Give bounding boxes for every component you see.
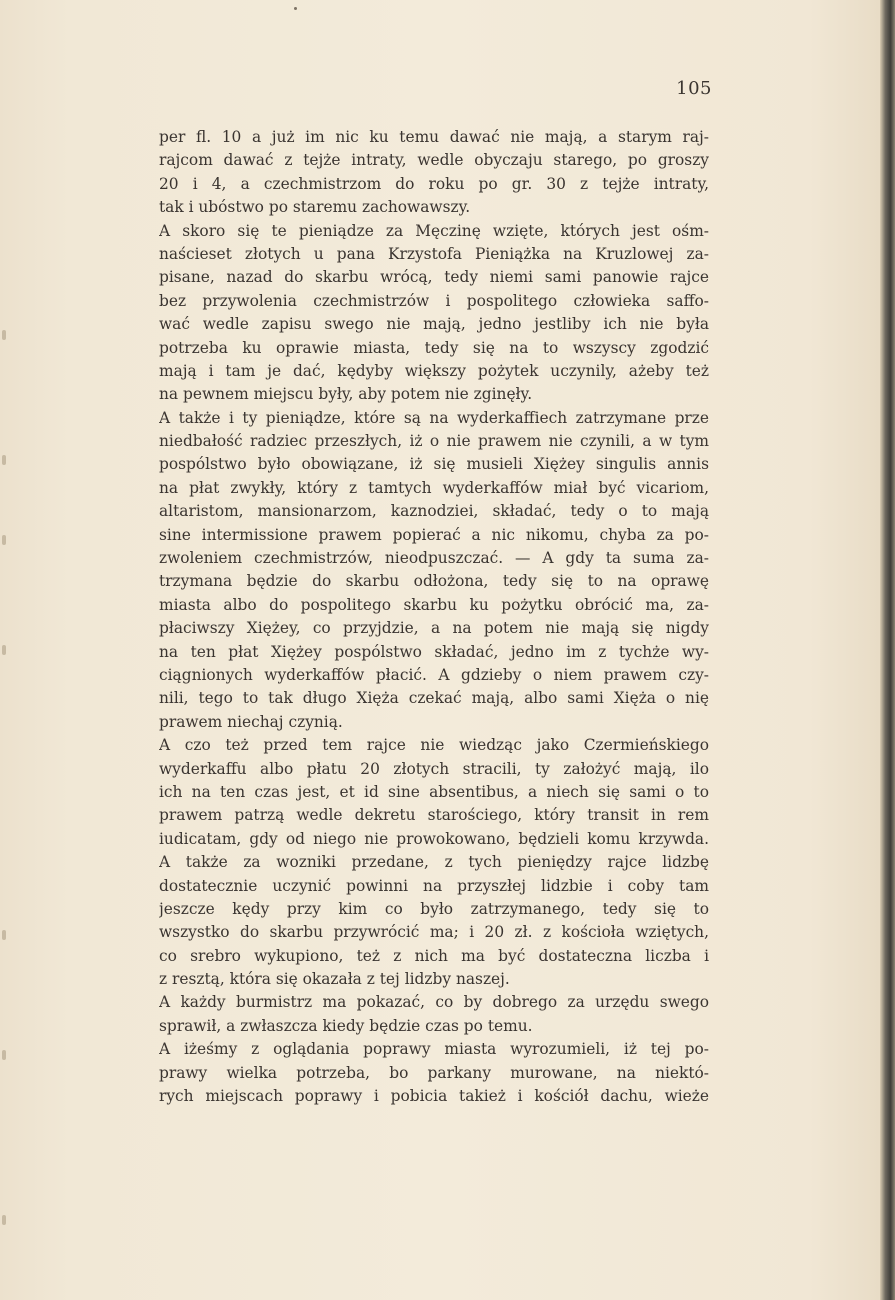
text-line: wszystko do skarbu przywrócić ma; i 20 zł. z kościoła wziętych, — [159, 923, 709, 942]
text-line: 20 i 4, a czechmistrzom do roku po gr. 30 z tejże intraty, — [159, 174, 709, 193]
body-text — [159, 126, 709, 1108]
text-line: ich na ten czas jest, et id sine absentibus, a niech się sami o to — [159, 782, 709, 801]
text-line: potrzeba ku oprawie miasta, tedy się na to wszyscy zgodzić — [159, 338, 709, 357]
text-line: naścieset złotych u pana Krzystofa Pieniążka na Kruzlowej za- — [159, 244, 709, 263]
text-line: nili, tego to tak długo Xięża czekać mają, albo sami Xięża o nię — [159, 689, 709, 708]
text-line: A każdy burmistrz ma pokazać, co by dobrego za urzędu swego — [159, 993, 709, 1012]
text-line: prawem niechaj czynią. — [159, 712, 343, 731]
text-line: wyderkaffu albo płatu 20 złotych stracili, ty założyć mają, ilo — [159, 759, 709, 778]
text-line: rych miejscach poprawy i pobicia takież i kościół dachu, wieże — [159, 1087, 709, 1106]
binding-edge-marks — [0, 0, 10, 1300]
text-line: ciągnionych wyderkaffów płacić. A gdzieby o niem prawem czy- — [159, 665, 709, 684]
text-line: wać wedle zapisu swego nie mają, jedno jestliby ich nie była — [159, 315, 709, 334]
text-line: bez przywolenia czechmistrzów i pospolitego człowieka saffo- — [159, 291, 709, 310]
text-line: rajcom dawać z tejże intraty, wedle obyczaju starego, po groszy — [159, 151, 709, 170]
paper-speck — [294, 7, 297, 10]
text-line: iudicatam, gdy od niego nie prowokowano, będzieli komu krzywda. — [159, 829, 709, 848]
text-line: na ten płat Xiężey pospólstwo składać, jedno im z tychże wy- — [159, 642, 709, 661]
page-number: 105 — [676, 78, 712, 99]
text-line: A także za wozniki przedane, z tych pieniędzy rajce lidzbę — [159, 853, 709, 872]
text-line: trzymana będzie do skarbu odłożona, tedy się to na oprawę — [159, 572, 709, 591]
text-line: mają i tam je dać, kędyby większy pożytek uczynily, ażeby też — [159, 361, 709, 380]
text-line: prawem patrzą wedle dekretu starościego, który transit in rem — [159, 806, 709, 825]
text-line: pisane, nazad do skarbu wrócą, tedy niemi sami panowie rajce — [159, 268, 709, 287]
text-line: altaristom, mansionarzom, kaznodziei, składać, tedy o to mają — [159, 502, 709, 521]
text-line: pospólstwo było obowiązane, iż się musieli Xiężey singulis annis — [159, 455, 709, 474]
text-line: sprawił, a zwłaszcza kiedy będzie czas po temu. — [159, 1016, 533, 1035]
text-line: A także i ty pieniądze, które są na wyderkaffiech zatrzymane prze — [159, 408, 709, 427]
text-line: prawy wielka potrzeba, bo parkany murowane, na niektó- — [159, 1063, 709, 1082]
text-line: A skoro się te pieniądze za Męczinę wzięte, których jest ośm- — [159, 221, 709, 240]
text-line: per fl. 10 a już im nic ku temu dawać nie mają, a starym raj- — [159, 128, 709, 146]
text-line: zwoleniem czechmistrzów, nieodpuszczać. — A gdy ta suma za- — [159, 549, 709, 568]
text-line: dostatecznie uczynić powinni na przyszłej lidzbie i coby tam — [159, 876, 709, 895]
text-line: miasta albo do pospolitego skarbu ku pożytku obrócić ma, za- — [159, 595, 709, 614]
text-line: niedbałość radziec przeszłych, iż o nie prawem nie czynili, a w tym — [159, 432, 709, 451]
text-line: na pewnem miejscu były, aby potem nie zginęły. — [159, 385, 533, 404]
text-line: z resztą, która się okazała z tej lidzby naszej. — [159, 970, 510, 989]
text-line: tak i ubóstwo po staremu zachowawszy. — [159, 198, 471, 217]
text-line: A iżeśmy z oglądania poprawy miasta wyrozumieli, iż tej po- — [159, 1040, 709, 1059]
text-line: A czo też przed tem rajce nie wiedząc jako Czermieńskiego — [159, 736, 709, 755]
page-edge-shadow — [880, 0, 895, 1300]
text-line: na płat zwykły, który z tamtych wyderkaffów miał być vicariom, — [159, 478, 709, 497]
text-line: sine intermissione prawem popierać a nic nikomu, chyba za po- — [159, 525, 709, 544]
text-line: co srebro wykupiono, też z nich ma być dostateczna liczba i — [159, 946, 709, 965]
text-line: jeszcze kędy przy kim co było zatrzymanego, tedy się to — [159, 899, 709, 918]
text-line: płaciwszy Xiężey, co przyjdzie, a na potem nie mają się nigdy — [159, 619, 709, 638]
